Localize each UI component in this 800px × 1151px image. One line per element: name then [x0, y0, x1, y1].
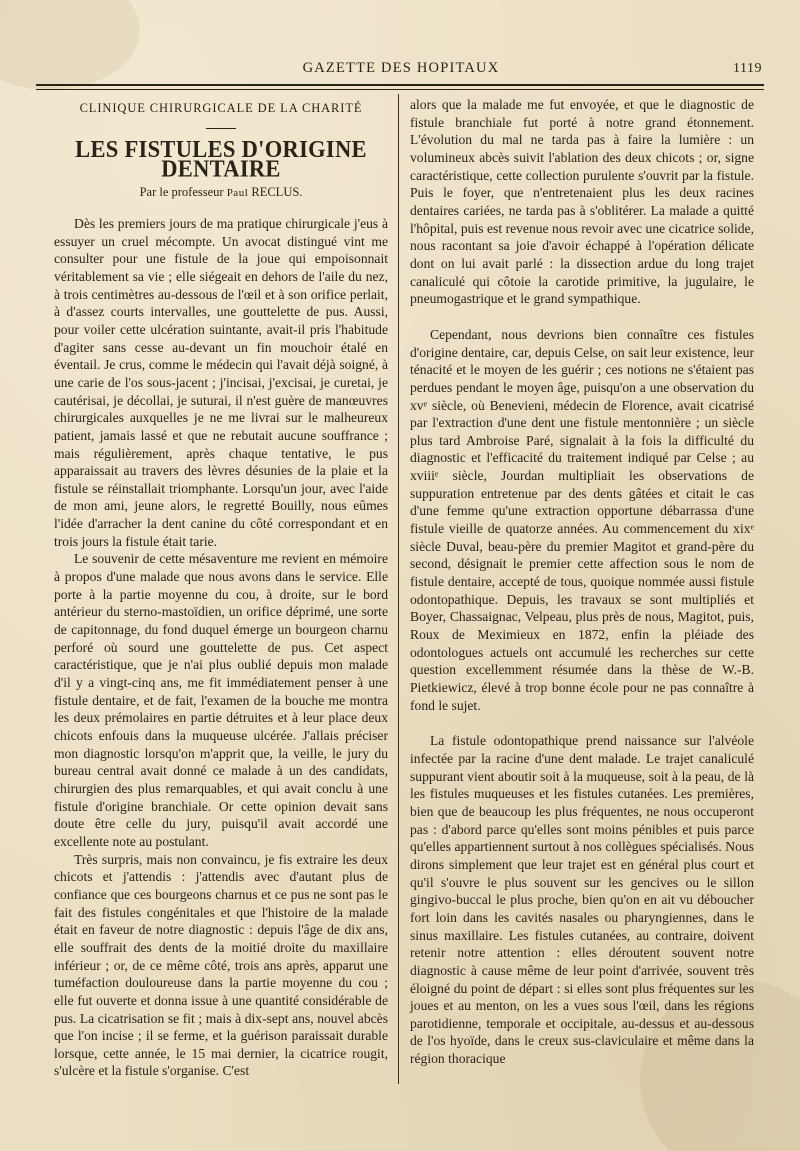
byline-first-name: Paul: [226, 187, 249, 200]
paragraph: Très surpris, mais non convaincu, je fis extraire les deux chicots et j'attendis : j'attendis avec d'autant plus de confiance que ces bourgeons charnus et ce pus ne sont pas le fait des fistules congénitales et que l'histoire de la malade était en faveur de notre diagnostic : depuis l'âge de dix ans, elle souffrait des dents de la moitié droite du maxillaire inférieur ; or, de ce même côté, trois ans après, apparut une tuméfaction douloureuse dans la partie moyenne du cou ; elle fut ouverte et donna issue à une quantité considérable de pus. La cicatrisation se fit ; mais à dix-sept ans, nouvel abcès que l'on incise ; il se ferme, et la guérison paraissait durable lorsque, cette année, le 15 mai dernier, la cicatrice rougit, s'ulcère et la fistule s'organise. C'est: [54, 851, 388, 1079]
byline-author: RECLUS.: [251, 185, 303, 200]
byline-prefix: Par le professeur: [139, 185, 224, 200]
header-rule: [36, 84, 764, 86]
paragraph: alors que la malade me fut envoyée, et que le diagnostic de fistule branchiale fut porté à notre grand étonnement. L'évolution du mal ne tarda pas à faire la lumière : un volumineux abcès suivit l'ablation des deux chicots ; or, signe caractéristique, cette collection purulente s'ouvrit par la fistule. Puis le foyer, que n'entretenaient plus les deux racines dentaires cariées, ne tarda pas à s'oblitérer. La malade a quitté l'hôpital, puis est revenue nous revoir avec une cicatrice solide, nous racontant sa joie d'avoir échappé à l'opération délicate dont on lui avait parlé : la dissection ardue du long trajet canaliculé qui côtoie la carotide primitive, la jugulaire, le pneumogastrique et le grand sympathique.: [410, 97, 754, 307]
paragraph: Cependant, nous devrions bien connaître ces fistules d'origine dentaire, car, depuis Celse, on sait leur existence, leur ténacité et le moyen de les guérir ; ces notions ne s'étaient pas perdues pendant le moyen âge, puisqu'on a une observation du xvᵉ siècle, où Benevieni, médecin de Florence, avait cicatrisé par l'extraction d'une dent une fistule mentonnière ; un siècle plus tard Ambroise Paré, signalait à la fois la difficulté du diagnostic et l'efficacité du traitement indiqué par Celse ; au xviiiᵉ siècle, Jourdan multipliait les observations de suppuration entretenue par des dents gâtées et citait le cas d'une femme qu'une extraction opportune débarrassa d'une fistule vieille de quatorze années. Au commencement du xixᵉ siècle Duval, beau-père du premier Magitot et grand-père du second, désignait le premier cette affection sous le nom de fistule dentaire, accepté de tous, quoique nommée aussi fistule odontopathique. Depuis, les travaux se sont multipliés et Boyer, Chassaignac, Velpeau, plus près de nous, Magitot, puis, Roux de Meximieux en 1872, enfin la pléiade des odontologues actuels ont accumulé les recherches sur cette question excellemment résumée dans la thèse de W.-B. Pietkiewicz, élevé à trop bonne école pour ne pas connaître à fond le sujet.: [410, 326, 754, 713]
page-header: [36, 58, 766, 82]
clinic-heading: CLINIQUE CHIRURGICALE DE LA CHARITÉ: [79, 101, 363, 115]
left-column: [54, 96, 388, 1080]
column-divider: [398, 94, 399, 1084]
byline: [54, 184, 388, 203]
article-title: LES FISTULES D'ORIGINE DENTAIRE: [75, 135, 367, 182]
header-rule-thin: [36, 89, 764, 90]
title-separator: [206, 128, 236, 129]
paragraph: La fistule odontopathique prend naissance sur l'alvéole infectée par la racine d'une dent malade. Le trajet canaliculé suppurant vient aboutir soit à la muqueuse, soit à la peau, de là les fistules muqueuses et les fistules cutanées. Les premières, bien que de beaucoup les plus fréquentes, ne nous occuperont pas : d'abord parce qu'elles sont moins pénibles et puis parce qu'elles appartiennent surtout à nos collègues spécialisés. Nous dirons simplement que leur trajet est en général plus court et qu'il s'ouvre le plus souvent sur les gencives ou le sillon gingivo-buccal le plus proche, bien qu'on en ait vu déboucher fort loin dans les cavités nasales ou pharyngiennes, dans le sinus maxillaire. Les fistules cutanées, au contraire, doivent retenir notre attention : elles déroutent souvent notre diagnostic à cause même de leur point d'arrivée, souvent très éloigné du point de départ : si elles sont plus fréquentes sur les joues et au menton, on les a vues sous l'œil, dans les régions parotidienne, temporale et occipitale, au-dessus et au-dessous de l'os hyoïde, dans le creux sus-claviculaire et même dans la région thoracique: [410, 733, 754, 1067]
page-number: 1119: [733, 61, 762, 76]
right-column: [410, 96, 754, 1068]
running-title: GAZETTE DES HOPITAUX: [302, 60, 500, 76]
paragraph: Dès les premiers jours de ma pratique chirurgicale j'eus à essuyer un cruel mécompte. Un avocat distingué vint me consulter pour une fistule de la joue qui empoisonnait véritablement sa vie ; elle siégeait en dehors de l'aile du nez, à trois centimètres au-dessous de l'œil et à son orifice perlait, à d'assez courts intervalles, une gouttelette de pus. Aussi, pour voiler cette ulcération suintante, avait-il pris l'habitude d'agiter sans cesse au-devant un fin mouchoir étalé en éventail. Je crus, comme le médecin qui l'avait déjà soigné, à une carie de l'os sous-jacent ; j'incisai, j'excisai, je curetai, je cautérisai, je décollai, je suturai, il n'est guère de manœuvres chirurgicales auxquelles je ne me livrai sur le malheureux patient, jamais lassé et que ne rebutait aucune souffrance ; mais régulièrement, après chaque tentative, le pus apparaissait au travers des lèvres désunies de la plaie et la fistule se réinstallait triomphante. Lorsqu'un jour, avec l'aide de mon ami, jeune alors, le regretté Bouilly, nous eûmes l'idée d'arracher la dent canine du côté correspondant et en trois jours la fistule était tarie.: [54, 215, 388, 549]
paragraph: Le souvenir de cette mésaventure me revient en mémoire à propos d'une malade que nous avons dans le service. Elle porte à la partie moyenne du cou, à droite, sur le bord antérieur du sterno-mastoïdien, un orifice déprimé, une sorte de capitonnage, du fond duquel émerge un bourgeon charnu perforé où sourd une gouttelette de pus. Cet aspect caractéristique, que je n'ai plus oublié depuis mon malade d'il y a vingt-cinq ans, me fit immédiatement penser à une fistule dentaire, et de fait, l'examen de la bouche me montra les deux prémolaires en partie détruites et à leur place deux chicots enfouis dans la muqueuse ulcérée. J'allais préciser mon diagnostic lorsqu'on m'apprit que, la veille, le jury du bureau central avait donné ce malade à un des candidats, chirurgien des plus remarquables, et qui avait conclu à une fistule d'origine branchiale. Or cette opinion devait sans doute être celle du jury, puisqu'il avait accordé une excellente note au postulant.: [54, 551, 388, 849]
